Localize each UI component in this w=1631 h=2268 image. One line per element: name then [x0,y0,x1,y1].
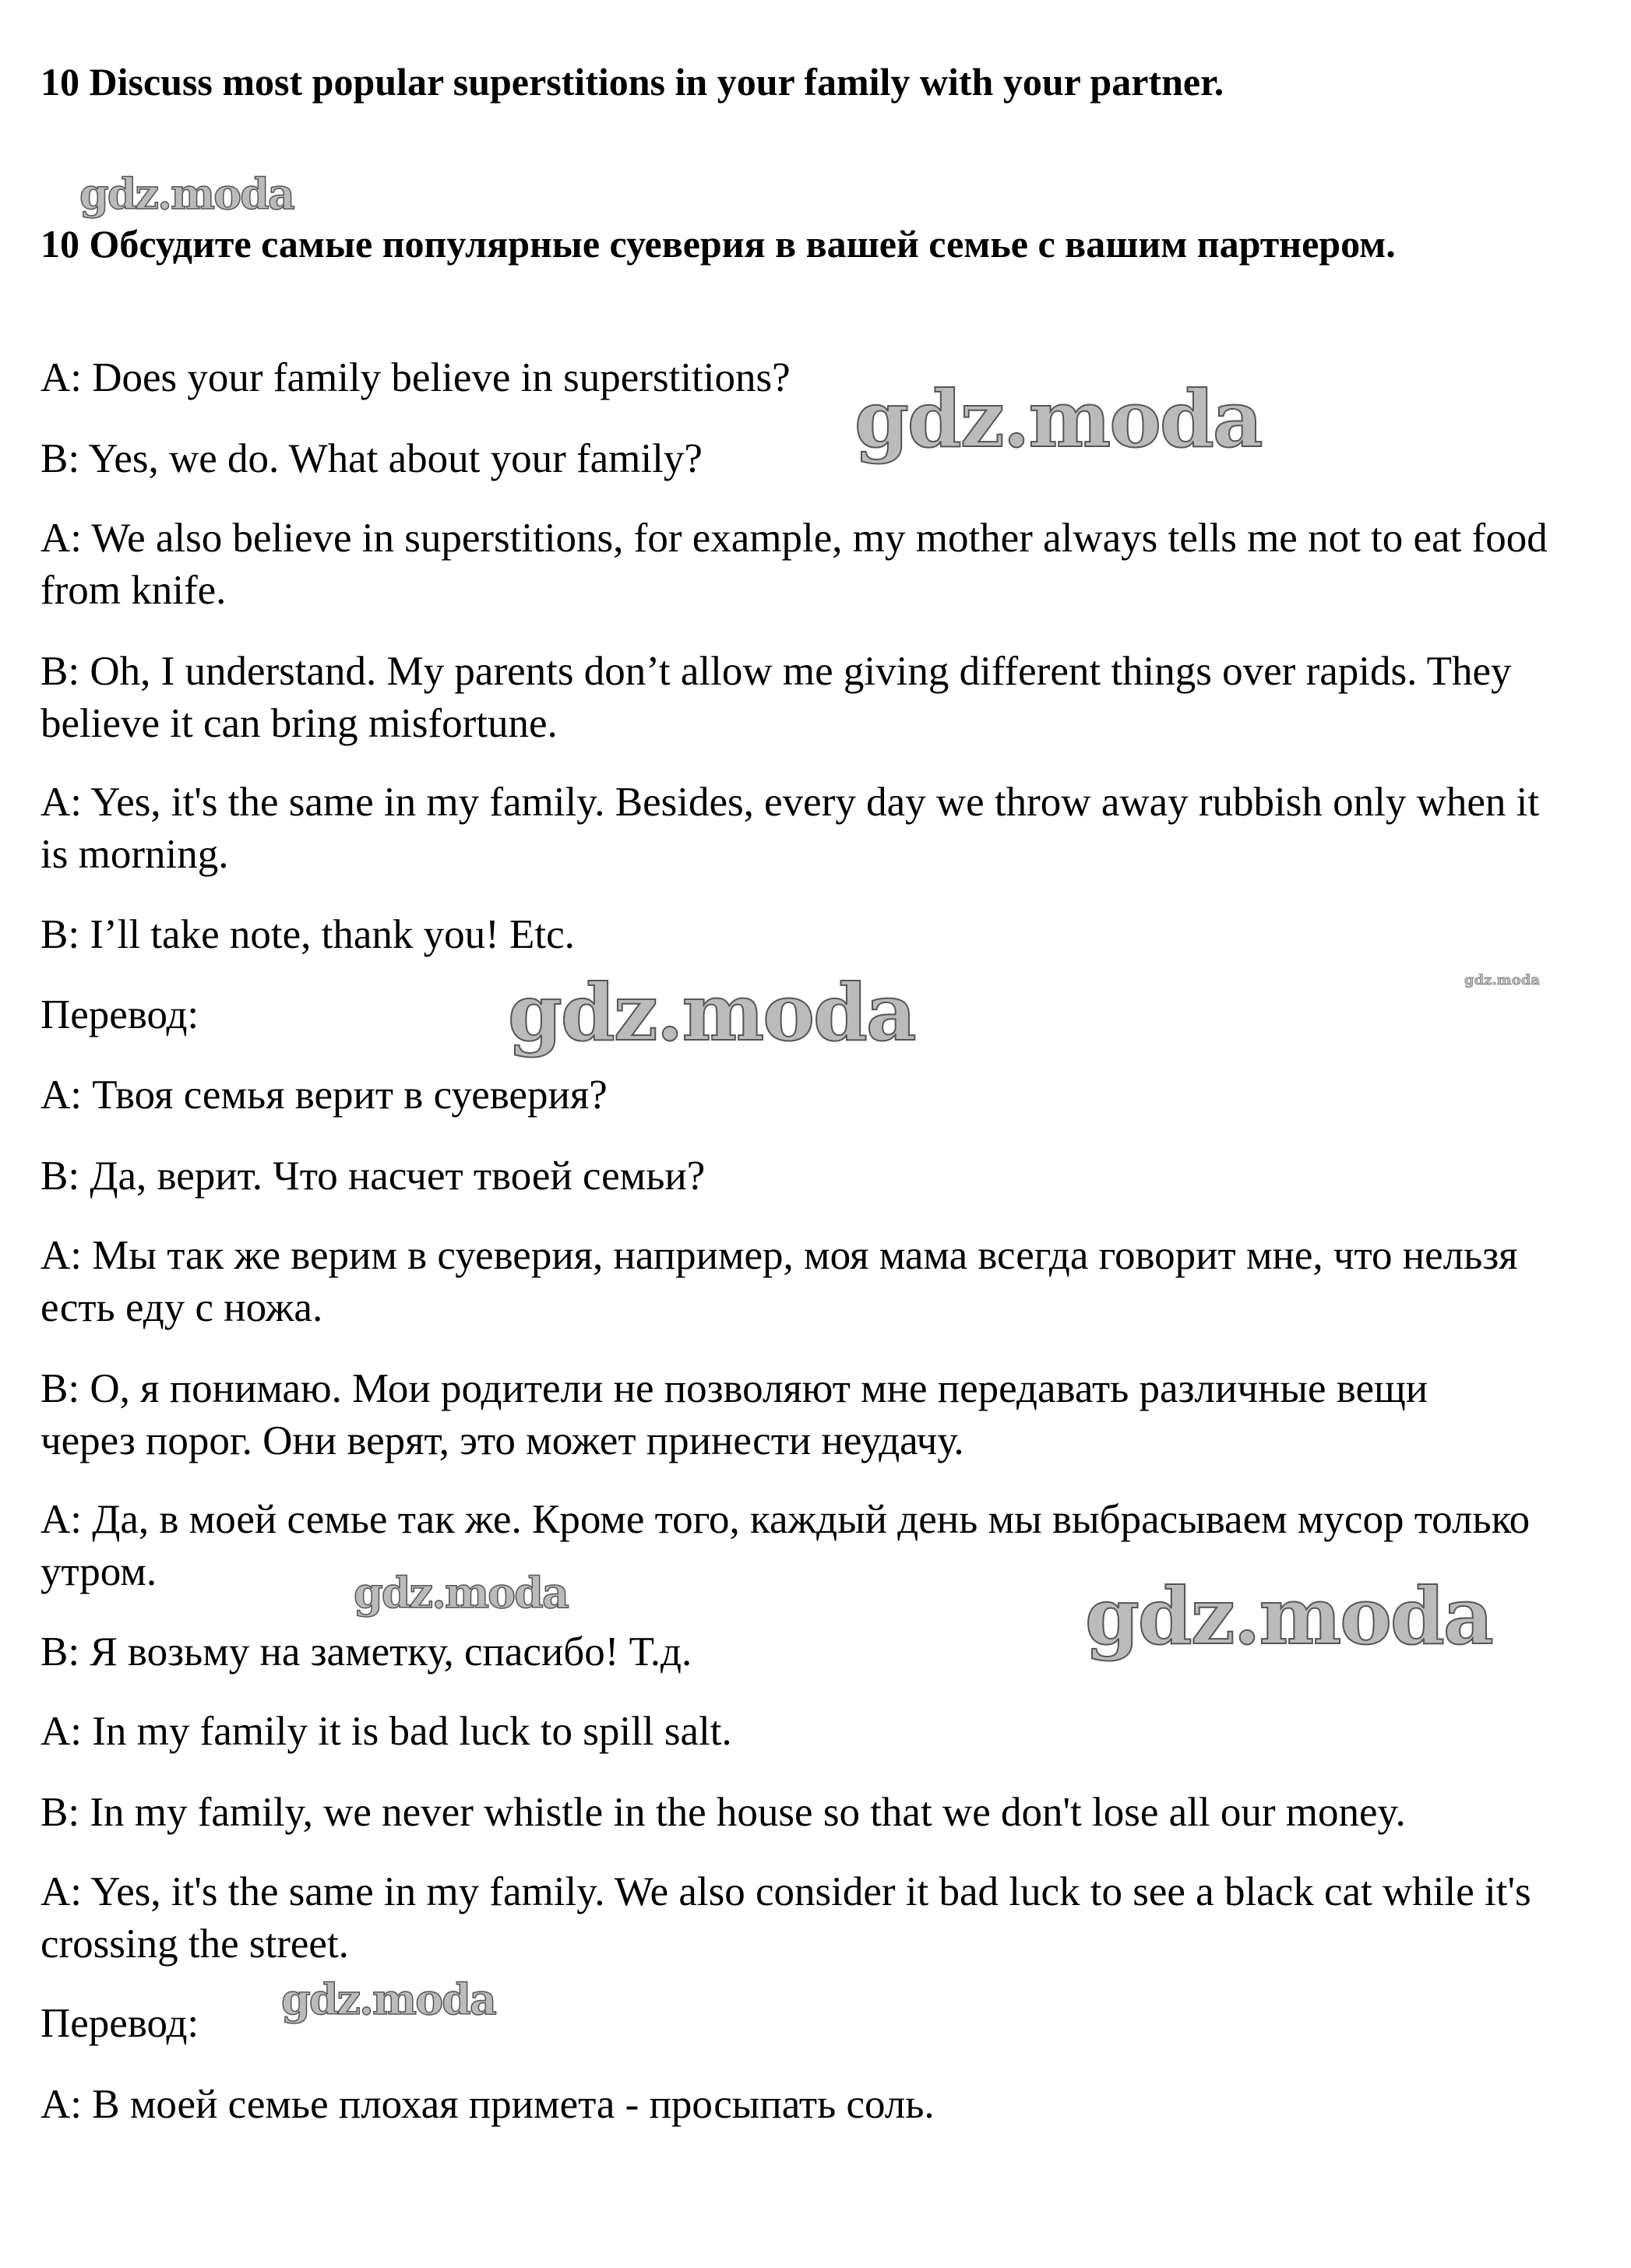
exercise-title-ru: 10 Обсудите самые популярные суеверия в вашей семье с вашим партнером. [41,222,1396,266]
watermark-logo: gdz.moda [508,967,915,1058]
watermark-logo: gdz.moda [281,1974,495,2024]
translation-label: Перевод: [41,992,199,1037]
dialog-line: A: Yes, it's the same in my family. Besides, every day we throw away rubbish only when it is morning. [41,780,1550,877]
dialog-line: A: Does your family believe in superstitions? [41,355,791,400]
dialog-line: B: Я возьму на заметку, спасибо! Т.д. [41,1629,692,1675]
watermark-logo: gdz.moda [354,1568,568,1618]
dialog-line: A: Твоя семья верит в суеверия? [41,1072,608,1118]
watermark-logo: gdz.moda [79,169,294,219]
dialog-line: A: Yes, it's the same in my family. We also consider it bad luck to see a black cat while it's crossing the street. [41,1869,1541,1967]
dialog-line: B: Да, верит. Что насчет твоей семьи? [41,1153,706,1199]
dialog-line: A: В моей семье плохая примета - просыпать соль. [41,2082,935,2127]
dialog-line: A: We also believe in superstitions, for example, my mother always tells me not to eat food from knife. [41,516,1558,613]
exercise-title-en: 10 Discuss most popular superstitions in your family with your partner. [41,60,1224,104]
dialog-line: B: Oh, I understand. My parents don’t allow me giving different things over rapids. They believe it can bring misfortune. [41,649,1522,746]
watermark-logo: gdz.moda [1464,972,1540,988]
dialog-line: B: In my family, we never whistle in the house so that we don't lose all our money. [41,1790,1406,1835]
dialog-line: B: I’ll take note, thank you! Etc. [41,912,575,957]
dialog-line: A: Да, в моей семье так же. Кроме того, каждый день мы выбрасываем мусор только утром. [41,1497,1541,1594]
dialog-line: A: In my family it is bad luck to spill salt. [41,1709,732,1754]
dialog-line: B: О, я понимаю. Мои родители не позволяют мне передавать различные вещи через порог. Они верят, это может принести неудачу. [41,1366,1439,1463]
translation-label: Перевод: [41,2001,199,2046]
watermark-logo: gdz.moda [854,373,1262,465]
watermark-logo: gdz.moda [1085,1570,1492,1662]
dialog-line: B: Yes, we do. What about your family? [41,436,703,481]
dialog-line: A: Мы так же верим в суеверия, например, моя мама всегда говорит мне, что нельзя есть еду с ножа. [41,1233,1528,1330]
